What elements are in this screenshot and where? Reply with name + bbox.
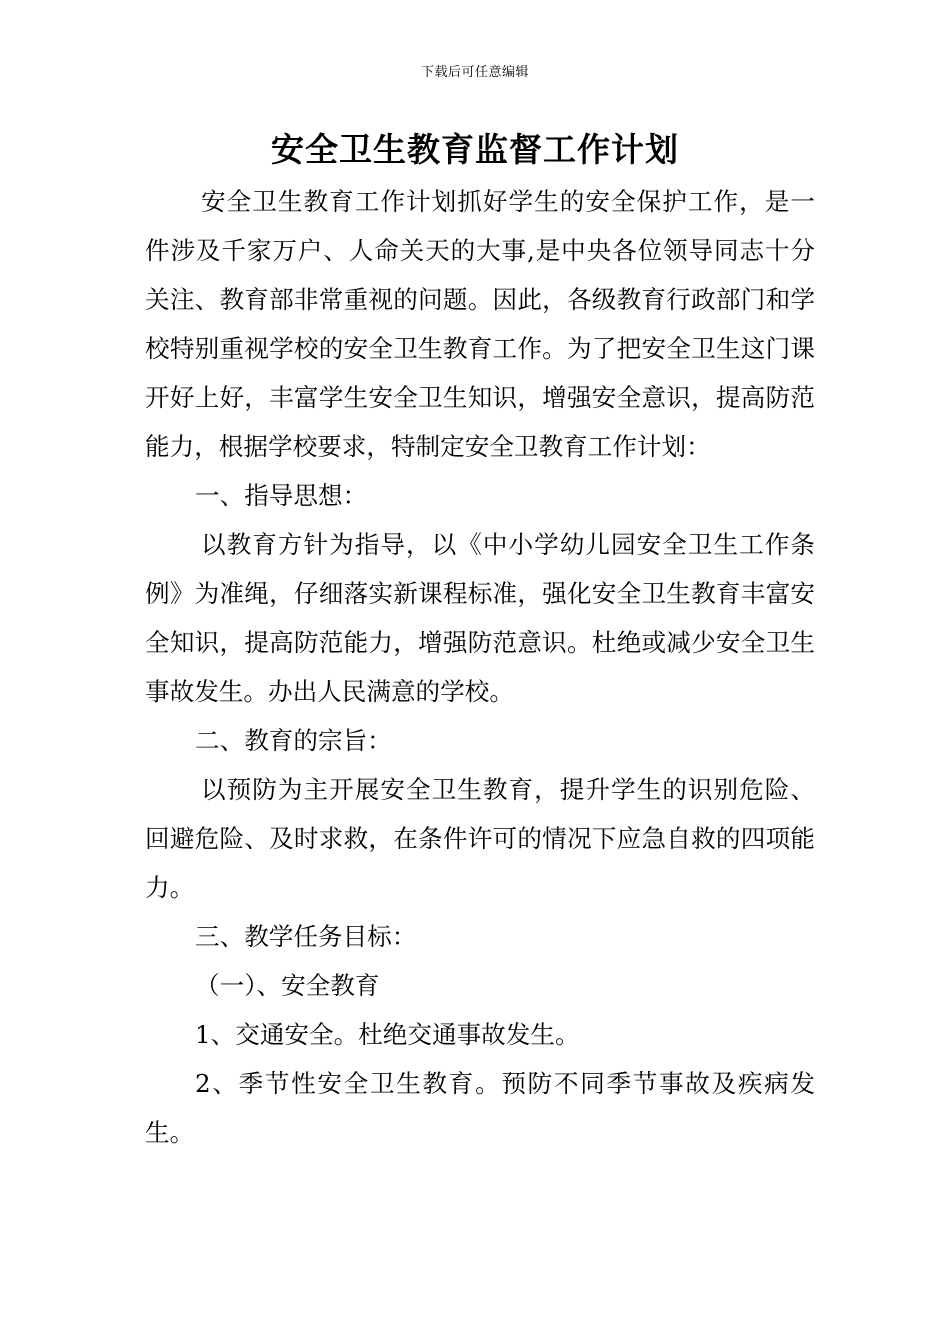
list-item-traffic-safety: 1、交通安全。杜绝交通事故发生。 [195,1020,580,1049]
document-title: 安全卫生教育监督工作计划 [271,130,679,169]
section-heading-teaching-goals: 三、教学任务目标： [195,922,417,951]
guiding-ideology-paragraph: 以教育方针为指导，以《中小学幼儿园安全卫生工作条例》为准绳，仔细落实新课程标准，强化安全卫生教育丰富安全知识，提高防范能力，增强防范意识。杜绝或减少安全卫生事故发生。办出人民满意的学校。 [145,530,815,706]
subsection-heading-safety-education: （一）、安全教育 [195,971,380,1000]
intro-paragraph: 安全卫生教育工作计划抓好学生的安全保护工作，是一件涉及千家万户、人命关天的大事,是中央各位领导同志十分关注、教育部非常重视的问题。因此，各级教育行政部门和学校特别重视学校的安全卫生教育工作。为了把安全卫生这门课开好上好，丰富学生安全卫生知识，增强安全意识，提高防范能力，根据学校要求，特制定安全卫教育工作计划： [145,187,815,461]
section-heading-education-purpose: 二、教育的宗旨： [195,726,392,755]
list-item-seasonal-safety: 2、季节性安全卫生教育。预防不同季节事故及疾病发生。 [145,1069,815,1147]
page-header-note: 下载后可任意编辑 [420,65,529,80]
document-body [145,177,815,1157]
education-purpose-paragraph: 以预防为主开展安全卫生教育，提升学生的识别危险、回避危险、及时求救，在条件许可的情况下应急自救的四项能力。 [145,775,815,902]
section-heading-guiding-ideology: 一、指导思想： [195,481,368,510]
